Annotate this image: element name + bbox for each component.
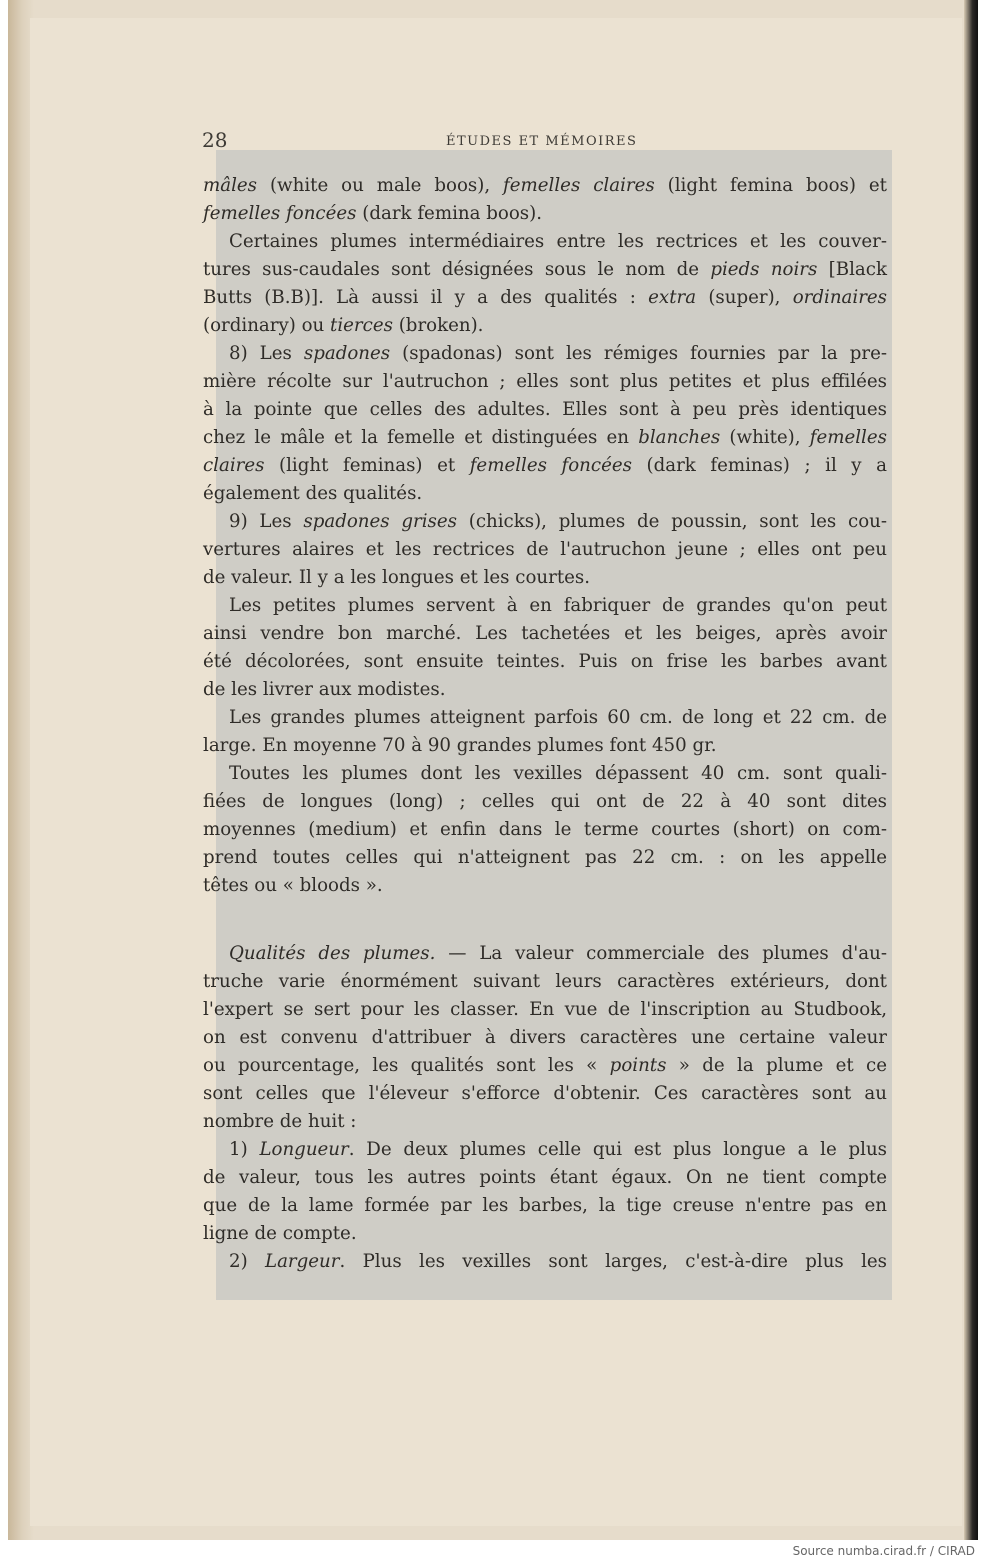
text-line — [203, 620, 887, 648]
text-line — [203, 1164, 887, 1192]
text-line — [203, 844, 887, 872]
text-run: (broken). — [392, 315, 484, 336]
text-line — [203, 968, 887, 996]
text-line — [203, 228, 887, 256]
page-right-edge — [964, 0, 978, 1540]
italic-text: femelles — [809, 427, 887, 448]
text-run: (chicks), plumes de poussin, sont les cou- — [456, 511, 887, 532]
text-run: sont celles que l'éleveur s'efforce d'obtenir. Ces caractères sont au — [203, 1083, 887, 1104]
text-run: l'expert se sert pour les classer. En vue de l'inscription au Studbook, — [203, 999, 887, 1020]
italic-text: pieds noirs — [710, 259, 818, 280]
italic-text: blanches — [638, 427, 721, 448]
text-run: Les petites plumes servent à en fabriquer de grandes qu'on peut — [229, 595, 887, 616]
text-line — [203, 284, 887, 312]
text-line — [203, 1052, 887, 1080]
text-line — [203, 1136, 887, 1164]
italic-text: Qualités des plumes. — [229, 943, 436, 964]
text-line — [203, 172, 887, 200]
text-run: ainsi vendre bon marché. Les tachetées et les beiges, après avoir — [203, 623, 887, 644]
text-line — [203, 704, 887, 732]
text-run: Les grandes plumes atteignent parfois 60 cm. de long et 22 cm. de — [229, 707, 887, 728]
text-run: vertures alaires et les rectrices de l'autruchon jeune ; elles ont peu — [203, 539, 887, 560]
text-run: (light femina boos) et — [654, 175, 887, 196]
text-run: (light feminas) et — [264, 455, 470, 476]
text-run: ou pourcentage, les qualités sont les « — [203, 1055, 610, 1076]
text-line — [203, 996, 887, 1024]
text-run: . Plus les vexilles sont larges, c'est-à-dire plus les — [339, 1251, 888, 1272]
text-run: (spadonas) sont les rémiges fournies par la pre- — [390, 343, 887, 364]
text-run: (ordinary) ou — [203, 315, 331, 336]
italic-text: claires — [203, 455, 265, 476]
text-line — [203, 648, 887, 676]
running-title: ÉTUDES ET MÉMOIRES — [446, 134, 638, 149]
text-line — [203, 536, 887, 564]
text-run: large. En moyenne 70 à 90 grandes plumes font 450 gr. — [203, 735, 717, 756]
text-run: ligne de compte. — [203, 1223, 357, 1244]
text-run: de les livrer aux modistes. — [203, 679, 446, 700]
text-run: également des qualités. — [203, 483, 423, 504]
text-run: de valeur, tous les autres points étant égaux. On ne tient compte — [203, 1167, 887, 1188]
italic-text: Largeur — [265, 1251, 340, 1272]
text-line — [203, 452, 887, 480]
text-line — [203, 1220, 887, 1248]
page-number: 28 — [202, 128, 228, 152]
text-run: à la pointe que celles des adultes. Elles sont à peu près identiques — [203, 399, 887, 420]
text-run: [Black — [817, 259, 887, 280]
text-line — [203, 508, 887, 536]
text-line — [203, 1024, 887, 1052]
text-run: fiées de longues (long) ; celles qui ont de 22 à 40 sont dites — [203, 791, 887, 812]
text-line — [203, 1080, 887, 1108]
text-line — [203, 1108, 887, 1136]
italic-text: Longueur — [259, 1139, 349, 1160]
text-run: » de la plume et ce — [666, 1055, 887, 1076]
text-line — [203, 424, 887, 452]
text-run: Certaines plumes intermédiaires entre les rectrices et les couver- — [229, 231, 887, 252]
text-run: moyennes (medium) et enfin dans le terme courtes (short) on com- — [203, 819, 887, 840]
text-line — [203, 788, 887, 816]
text-line — [203, 480, 887, 508]
text-line — [203, 760, 887, 788]
text-line — [203, 340, 887, 368]
text-run: tures sus-caudales sont désignées sous le nom de — [203, 259, 711, 280]
text-run: été décolorées, sont ensuite teintes. Puis on frise les barbes avant — [203, 651, 887, 672]
text-run: Butts (B.B)]. Là aussi il y a des qualités : — [203, 287, 649, 308]
text-run: on est convenu d'attribuer à divers caractères une certaine valeur — [203, 1027, 887, 1048]
text-run: 2) — [229, 1251, 266, 1272]
body-text — [203, 172, 887, 1276]
italic-text: tierces — [330, 315, 393, 336]
text-run: 1) — [229, 1139, 260, 1160]
italic-text: mâles — [203, 175, 258, 196]
text-run: que de la lame formée par les barbes, la tige creuse n'entre pas en — [203, 1195, 887, 1216]
italic-text: spadones grises — [303, 511, 457, 532]
italic-text: femelles claires — [503, 175, 655, 196]
text-run: (white ou male boos), — [257, 175, 504, 196]
text-line — [203, 1192, 887, 1220]
text-line — [203, 312, 887, 340]
text-line — [203, 732, 887, 760]
text-run: de valeur. Il y a les longues et les courtes. — [203, 567, 591, 588]
text-line — [203, 592, 887, 620]
italic-text: extra — [648, 287, 697, 308]
text-run: prend toutes celles qui n'atteignent pas 22 cm. : on les appelle — [203, 847, 887, 868]
text-run: mière récolte sur l'autruchon ; elles sont plus petites et plus effilées — [203, 371, 887, 392]
italic-text: femelles foncées — [469, 455, 632, 476]
text-line — [203, 872, 887, 900]
text-line — [203, 396, 887, 424]
text-run: (dark feminas) ; il y a — [631, 455, 887, 476]
text-line — [203, 816, 887, 844]
text-line — [203, 564, 887, 592]
running-header — [202, 128, 892, 154]
italic-text: ordinaires — [792, 287, 887, 308]
text-run: truche varie énormément suivant leurs caractères extérieurs, dont — [203, 971, 887, 992]
text-line — [203, 200, 887, 228]
italic-text: spadones — [303, 343, 391, 364]
italic-text: femelles foncées — [203, 203, 357, 224]
italic-text: points — [609, 1055, 667, 1076]
text-run: (white), — [720, 427, 810, 448]
source-credit: Source numba.cirad.fr / CIRAD — [792, 1544, 975, 1558]
text-run: 9) Les — [229, 511, 304, 532]
paragraph-gap — [203, 900, 887, 940]
text-line — [203, 1248, 887, 1276]
text-run: (dark femina boos). — [356, 203, 542, 224]
text-line — [203, 256, 887, 284]
text-run: 8) Les — [229, 343, 304, 364]
text-run: nombre de huit : — [203, 1111, 357, 1132]
text-line — [203, 940, 887, 968]
text-run: (super), — [696, 287, 793, 308]
text-line — [203, 676, 887, 704]
text-run: chez le mâle et la femelle et distinguées en — [203, 427, 639, 448]
text-run: — La valeur commerciale des plumes d'au- — [435, 943, 888, 964]
text-line — [203, 368, 887, 396]
text-run: Toutes les plumes dont les vexilles dépassent 40 cm. sont quali- — [229, 763, 887, 784]
text-run: têtes ou « bloods ». — [203, 875, 383, 896]
text-run: . De deux plumes celle qui est plus longue a le plus — [348, 1139, 888, 1160]
